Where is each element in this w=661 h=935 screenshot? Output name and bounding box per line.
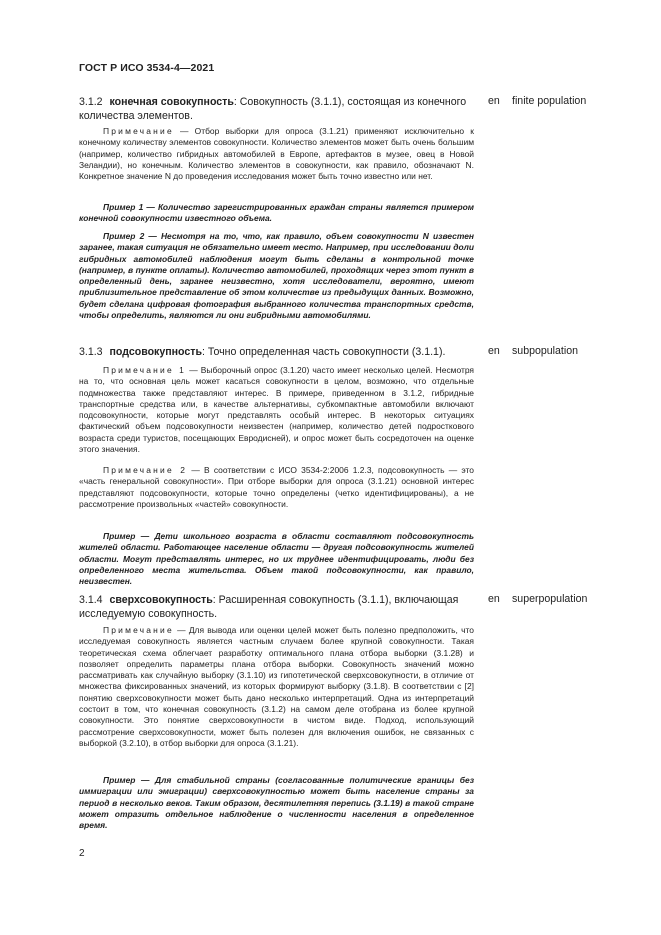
note-text: — Отбор выборки для опроса (3.1.21) применяют исключительно к конечному количеству элементов совокупности. Количество элементов может быть очень большим (например, количество гибридных автомобилей в Европе, артефактов в музее, овец в Новой Зеландии), но конечным. Количество элементов в совокупности, как правило, обозначают N. Конкретное значение N до проведения исследования может быть точно известно или нет. [79,126,474,182]
note-text: — Для вывода или оценки целей может быть полезно предположить, что исследуемая совокупность является частным случаем более крупной совокупности. Такая теоретическая схема облегчает разработку оптимального плана отбора выборки (3.1.28) и позволяет определить параметры плана отбора выборки. Совокупность значений можно рассматривать как случайную выборку (3.1.10) из гипотетической сверхсовокупности, в отличие от множества фиксированных значений, из которых формируют выборку (3.1.8). В соответствии с [2] понятию сверхсовокупности может быть дано несколько интерпретаций. Одна из интерпретаций состоит в том, что конечная совокупность (3.1.2) на самом деле отобрана из более крупной совокупности. Это понятие сверхсовокупности в чистом виде. Подход, использующий рассмотрение сверхсовокупности, может быть полезен для включения ошибок, не связанных с выборкой (3.2.10), в отбор выборки для опроса (3.1.21). [79,625,474,748]
term-number: 3.1.3 [79,346,103,358]
note [79,365,474,455]
example: Пример — Для стабильной страны (согласованные политические границы без иммиграции или эмиграции) сверхсовокупностью может быть население страны за период в несколько веков. Таким образом, десятилетняя перепись (3.1.19) в такой стране может отразить отдельное наблюдение о численности населения в определенное время. [79,775,474,831]
term-3-1-2 [79,95,474,123]
term-name: конечная совокупность [109,96,234,108]
note-label: Примечание [103,625,174,635]
note [79,126,474,182]
lang-code: en [488,95,500,107]
term-definition: : Точно определенная часть совокупности (3.1.1). [201,346,446,358]
note [79,625,474,749]
term-3-1-3 [79,345,474,359]
term-3-1-4 [79,593,474,621]
example: Пример — Дети школьного возраста в области составляют подсовокупность жителей области. Работающее население области — другая подсовокупность жителей области. Могут представлять интерес, но их труднее идентифицировать, люди без определенного места жительства. Объем такой подсовокупности, как правило, неизвестен. [79,531,474,587]
english-term: subpopulation [512,345,578,357]
standard-id: ГОСТ Р ИСО 3534-4—2021 [79,62,215,74]
example: Пример 1 — Количество зарегистрированных граждан страны является примером конечной совокупности известного объема. [79,202,474,224]
note-label: Примечание [103,126,174,136]
example: Пример 2 — Несмотря на то, что, как правило, объем совокупности N известен заранее, такая ситуация не обязательно имеет место. Например, при исследовании доли гибридных автомобилей наблюдения могут быть сделаны в контрольной точке (например, в пункте оплаты). Количество автомобилей, проходящих через этот пункт в определенный день, заранее неизвестно, хотя исследователи, вероятно, имеют приблизительное представление об этом количестве из предыдущих данных. Возможно, будет сделана цифровая фотография выбранного количества транспортных средств, чтобы определить, являются ли они гибридными автомобилями. [79,231,474,321]
note [79,465,474,510]
term-name: подсовокупность [109,346,202,358]
note-label: Примечание 1 [103,365,187,375]
term-definition: : Совокупность (3.1.1), состоящая из конечного количества элементов. [79,96,467,122]
term-definition: : Расширенная совокупность (3.1.1), включающая исследуемую совокупность. [79,594,459,620]
term-number: 3.1.2 [79,96,103,108]
note-text: — В соответствии с ИСО 3534-2:2006 1.2.3, подсовокупность — это «часть генеральной совокупности». При отборе выборки для опроса (3.1.21) основной интерес представляют подсовокупности, которые точно определены (четко идентифицированы), а не рассмотрение произвольных «частей» совокупности. [79,465,474,509]
lang-code: en [488,345,500,357]
lang-code: en [488,593,500,605]
page-number: 2 [79,848,85,859]
note-label: Примечание 2 [103,465,188,475]
term-number: 3.1.4 [79,594,103,606]
term-name: сверхсовокупность [109,594,213,606]
english-term: superpopulation [512,593,588,605]
english-term: finite population [512,95,587,107]
note-text: — Выборочный опрос (3.1.20) часто имеет несколько целей. Несмотря на то, что основная цель может касаться совокупности в целом, возможно, что отдельные подмножества также представляют интерес. В примере, приведенном в 3.1.2, гибридные транспортные средства или, в качестве альтернативы, субкомпактные автомобили включают подсовокупности, которые могут представлять особый интерес. В некоторых ситуациях фактический объем подсовокупности неизвестен (например, количество детей подросткового возраста среди туристов, посещающих Евродисней), и опрос может быть сосредоточен на оценке этого значения. [79,365,475,455]
